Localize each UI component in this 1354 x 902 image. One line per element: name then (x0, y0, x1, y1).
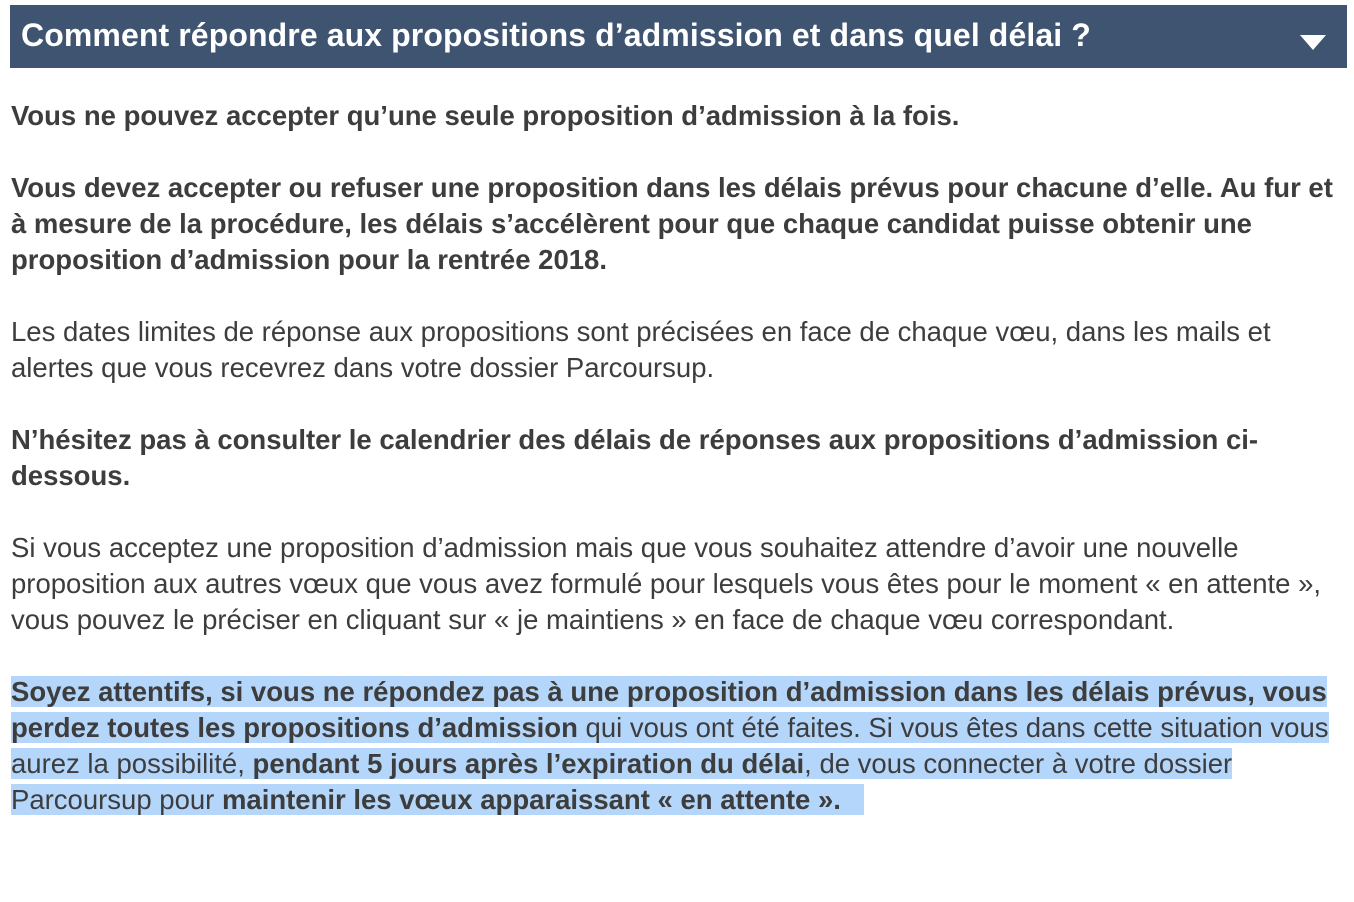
warning-text-2: , de vous connecter à votre dossier Parcoursup pour (11, 748, 1233, 815)
warning-text-1: qui vous ont été faites. Si vous êtes dans cette situation vous aurez la possibilité, (11, 712, 1329, 779)
paragraph-response-deadlines: Vous devez accepter ou refuser une proposition dans les délais prévus pour chacune d’elle. Au fur et à mesure de la procédure, les délais s’accélèrent pour que chaque candidat puisse obtenir une proposition d’admission pour la rentrée 2018. (11, 172, 1333, 275)
paragraph-calendar-note: N’hésitez pas à consulter le calendrier des délais de réponses aux propositions d’admission ci-dessous. (11, 424, 1259, 491)
paragraph-deadline-dates: Les dates limites de réponse aux propositions sont précisées en face de chaque vœu, dans les mails et alertes que vous recevrez dans votre dossier Parcoursup. (11, 316, 1271, 383)
selected-text (11, 676, 1329, 815)
accordion-header[interactable] (10, 5, 1347, 68)
warning-grace-period: pendant 5 jours après l’expiration du délai (252, 748, 805, 779)
warning-lead: Soyez attentifs, si vous ne répondez pas à une proposition d’admission dans les délais prévus, vous perdez toutes les propositions d’admission (11, 676, 1327, 743)
paragraph-warning (11, 674, 1341, 818)
accordion-content (11, 98, 1341, 854)
chevron-down-icon[interactable] (1300, 35, 1326, 50)
warning-maintain-wishes: maintenir les vœux apparaissant « en attente ». (221, 784, 841, 815)
paragraph-single-acceptance: Vous ne pouvez accepter qu’une seule proposition d’admission à la fois. (11, 100, 960, 131)
paragraph-maintain-wishes: Si vous acceptez une proposition d’admission mais que vous souhaitez attendre d’avoir une nouvelle proposition aux autres vœux que vous avez formulé pour lesquels vous êtes pour le moment « en attente », vous pouvez le préciser en cliquant sur « je maintiens » en face de chaque vœu correspondant. (11, 532, 1322, 635)
accordion-title: Comment répondre aux propositions d’admission et dans quel délai ? (21, 17, 1091, 53)
